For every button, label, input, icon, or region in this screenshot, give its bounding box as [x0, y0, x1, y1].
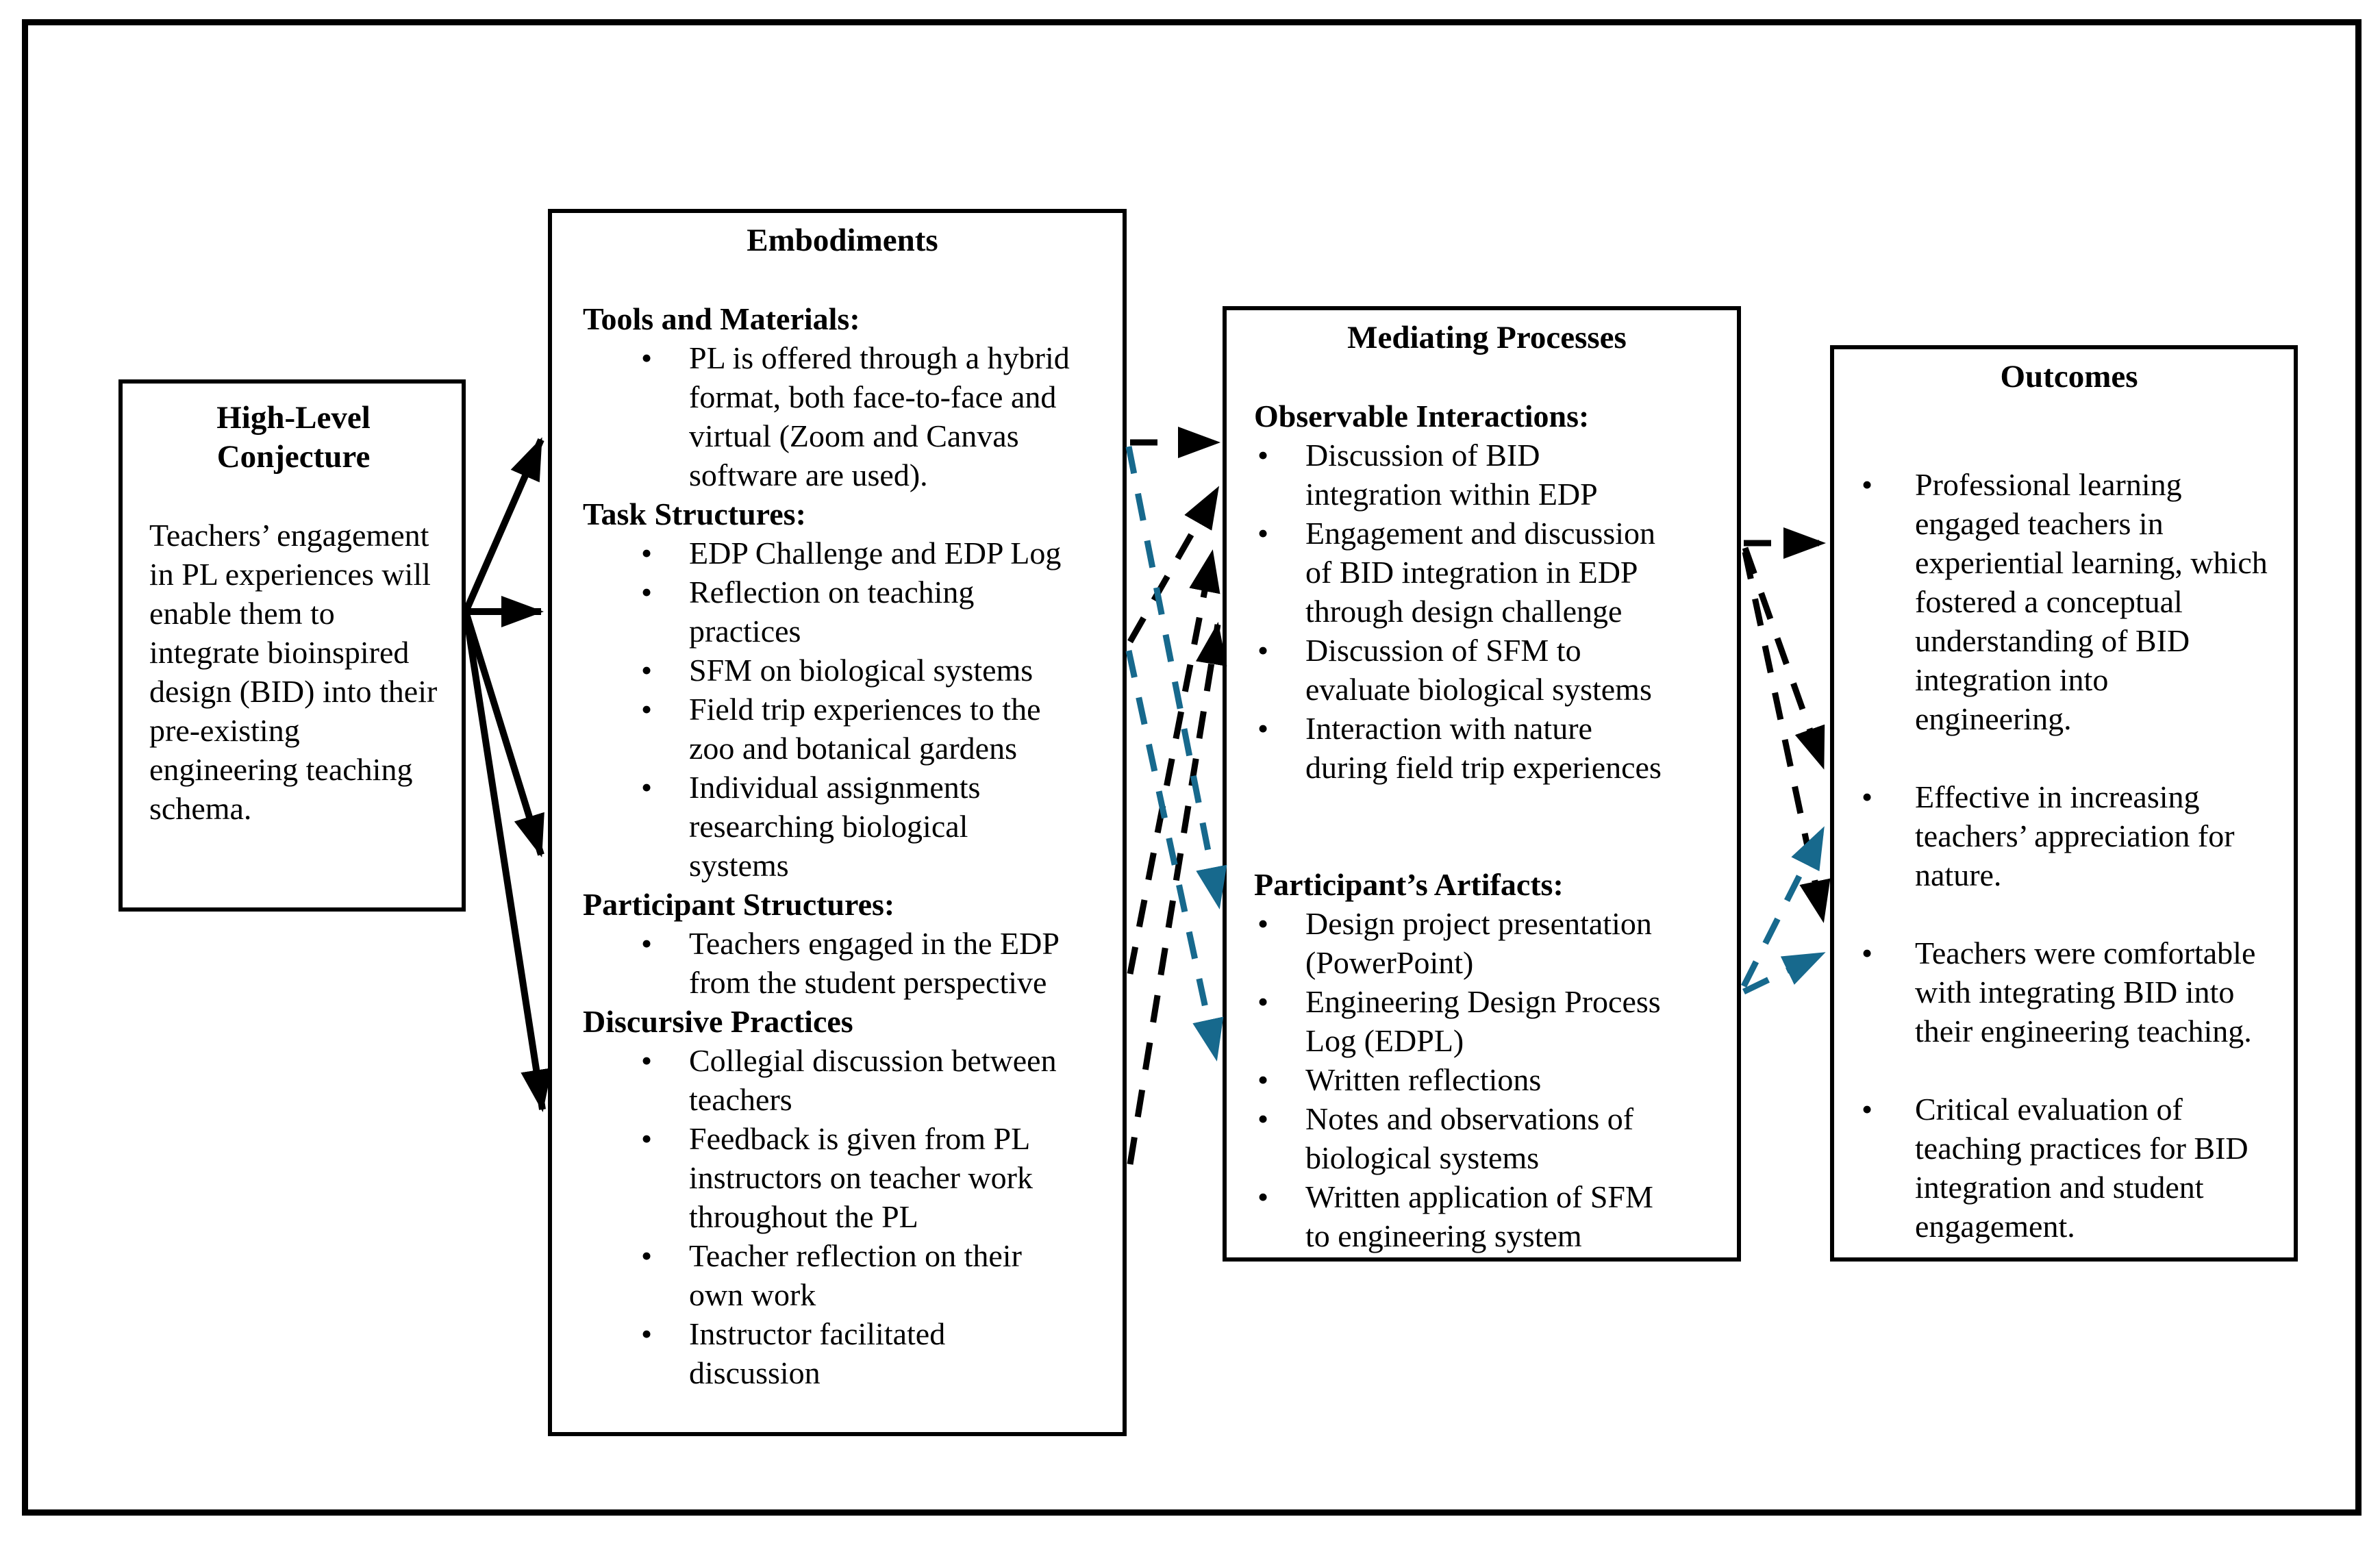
task-structures-list	[583, 534, 1102, 885]
section-heading-tools-and-materials: Tools and Materials:	[583, 301, 860, 336]
list-item: • Discussion of BID integration within EDP	[1254, 436, 1720, 514]
list-item: • Teacher reflection on their own work	[583, 1236, 1102, 1314]
outcomes-title: Outcomes	[2000, 359, 2138, 394]
list-item: • EDP Challenge and EDP Log	[583, 534, 1102, 573]
conjecture-title: High-Level Conjecture	[216, 400, 371, 475]
section-heading-participants-artifacts: Participant’s Artifacts:	[1254, 867, 1564, 902]
list-item: • Instructor facilitated discussion	[583, 1314, 1102, 1392]
list-item: • Interaction with nature during field trip experiences	[1254, 709, 1720, 787]
list-item: • Critical evaluation of teaching practices for BID integration and student engagement.	[1862, 1090, 2277, 1246]
section-heading-task-structures: Task Structures:	[583, 497, 806, 531]
list-item: • Feedback is given from PL instructors on teacher work throughout the PL	[583, 1119, 1102, 1236]
tools-and-materials-list	[583, 338, 1102, 494]
list-item: • PL is offered through a hybrid format, both face-to-face and virtual (Zoom and Canvas software are used).	[583, 338, 1102, 494]
participant-structures-list	[583, 924, 1102, 1002]
discursive-practices-list	[583, 1041, 1102, 1392]
list-item: • Effective in increasing teachers’ appreciation for nature.	[1862, 777, 2277, 894]
box-mediating-processes	[1223, 306, 1741, 1262]
embodiments-title: Embodiments	[747, 223, 938, 258]
list-item: • Field trip experiences to the zoo and botanical gardens	[583, 690, 1102, 768]
list-item: • Notes and observations of biological systems	[1254, 1099, 1720, 1177]
list-item: • Teachers were comfortable with integrating BID into their engineering teaching.	[1862, 933, 2277, 1051]
list-item: • Engineering Design Process Log (EDPL)	[1254, 982, 1720, 1060]
list-item: • Individual assignments researching biological systems	[583, 768, 1102, 885]
box-high-level-conjecture	[118, 379, 466, 912]
outcomes-list	[1862, 465, 2277, 1246]
participants-artifacts-list	[1254, 904, 1720, 1255]
list-item: • Design project presentation (PowerPoint)	[1254, 904, 1720, 982]
list-item: • Collegial discussion between teachers	[583, 1041, 1102, 1119]
observable-interactions-list	[1254, 436, 1720, 787]
list-item: • Teachers engaged in the EDP from the student perspective	[583, 924, 1102, 1002]
box-embodiments	[548, 209, 1127, 1436]
box-outcomes	[1830, 345, 2298, 1262]
section-heading-participant-structures: Participant Structures:	[583, 887, 895, 922]
list-item: • Written reflections	[1254, 1060, 1720, 1099]
conjecture-body-text: Teachers’ engagement in PL experiences will enable them to integrate bioinspired design (BID) into their pre-existing engineering teaching schema.	[149, 518, 438, 826]
mediating-title: Mediating Processes	[1347, 320, 1627, 355]
list-item: • Discussion of SFM to evaluate biological systems	[1254, 631, 1720, 709]
list-item: • Engagement and discussion of BID integration in EDP through design challenge	[1254, 514, 1720, 631]
section-heading-observable-interactions: Observable Interactions:	[1254, 399, 1590, 434]
list-item: • Reflection on teaching practices	[583, 573, 1102, 651]
list-item: • Professional learning engaged teachers in experiential learning, which fostered a conceptual understanding of BID integration into engineering.	[1862, 465, 2277, 738]
list-item: • Written application of SFM to engineering system	[1254, 1177, 1720, 1255]
section-heading-discursive-practices: Discursive Practices	[583, 1004, 853, 1039]
list-item: • SFM on biological systems	[583, 651, 1102, 690]
